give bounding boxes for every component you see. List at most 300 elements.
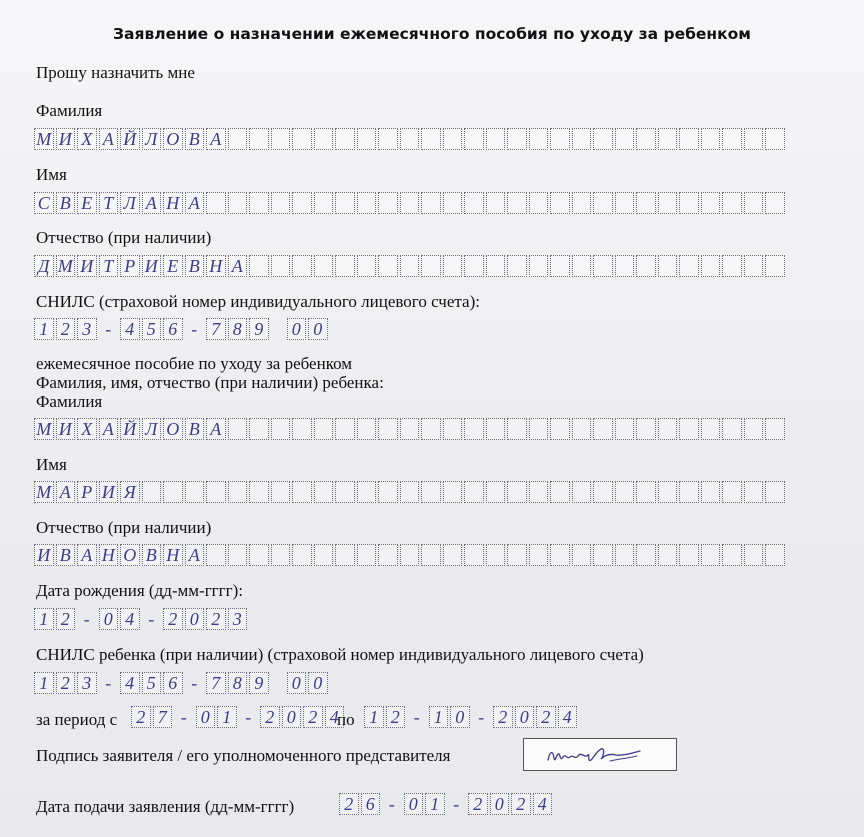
letter-box: [615, 192, 635, 214]
benefit-text: ежемесячное пособие по уходу за ребенком: [36, 354, 353, 373]
applicant-snils-field[interactable]: [34, 318, 330, 342]
letter-box: Й: [120, 128, 140, 150]
letter-box: [335, 481, 355, 503]
letter-box: [636, 255, 656, 277]
letter-box: 5: [142, 672, 162, 694]
child-last-name-field[interactable]: [34, 418, 787, 442]
letter-box: [464, 418, 484, 440]
letter-box: [615, 255, 635, 277]
letter-box: [744, 128, 764, 150]
letter-box: [378, 481, 398, 503]
letter-box: [529, 128, 549, 150]
letter-box: [249, 255, 269, 277]
letter-box: -: [478, 706, 485, 727]
letter-box: Д: [34, 255, 54, 277]
letter-box: [572, 255, 592, 277]
letter-box: 4: [120, 318, 140, 340]
letter-box: [765, 418, 785, 440]
letter-box: [507, 544, 527, 566]
letter-box: [679, 418, 699, 440]
letter-box: [314, 481, 334, 503]
letter-box: 7: [206, 318, 226, 340]
letter-box: [701, 481, 721, 503]
letter-box: -: [148, 608, 155, 629]
letter-box: [443, 481, 463, 503]
letter-box: [679, 192, 699, 214]
letter-box: Л: [142, 418, 162, 440]
child-snils-field[interactable]: [34, 672, 330, 696]
letter-box: [701, 418, 721, 440]
letter-box: 0: [404, 793, 424, 815]
submit-date-label: Дата подачи заявления (дд-мм-гггг): [36, 797, 295, 816]
letter-box: А: [228, 255, 248, 277]
letter-box: [314, 128, 334, 150]
letter-box: [443, 418, 463, 440]
letter-box: И: [56, 128, 76, 150]
letter-box: [206, 544, 226, 566]
letter-box: [636, 418, 656, 440]
letter-box: [701, 192, 721, 214]
letter-box: [550, 128, 570, 150]
letter-box: [357, 544, 377, 566]
letter-box: [722, 255, 742, 277]
letter-box: 8: [228, 318, 248, 340]
letter-box: 9: [249, 318, 269, 340]
letter-box: 1: [217, 706, 237, 728]
letter-box: [142, 481, 162, 503]
letter-box: -: [191, 318, 198, 339]
letter-box: [228, 544, 248, 566]
letter-box: -: [83, 608, 90, 629]
child-patronymic-field[interactable]: [34, 544, 787, 568]
letter-box: [658, 255, 678, 277]
letter-box: [744, 418, 764, 440]
letter-box: 3: [228, 608, 248, 630]
letter-box: [486, 481, 506, 503]
letter-box: 0: [308, 318, 328, 340]
child-first-name-label: Имя: [36, 455, 67, 474]
letter-box: [722, 544, 742, 566]
letter-box: 0: [99, 608, 119, 630]
letter-box: А: [99, 128, 119, 150]
letter-box: М: [56, 255, 76, 277]
letter-box: [357, 192, 377, 214]
letter-box: [314, 192, 334, 214]
letter-box: [378, 192, 398, 214]
letter-box: 1: [425, 793, 445, 815]
letter-box: О: [120, 544, 140, 566]
letter-box: А: [206, 418, 226, 440]
letter-box: [572, 192, 592, 214]
letter-box: [421, 544, 441, 566]
letter-box: [271, 128, 291, 150]
letter-box: Я: [120, 481, 140, 503]
letter-box: Н: [99, 544, 119, 566]
letter-box: [292, 128, 312, 150]
letter-box: [550, 544, 570, 566]
letter-box: Т: [99, 192, 119, 214]
letter-box: [593, 255, 613, 277]
letter-box: 2: [56, 672, 76, 694]
child-first-name-field[interactable]: [34, 481, 787, 505]
letter-box: 2: [131, 706, 151, 728]
applicant-patronymic-field[interactable]: [34, 255, 787, 279]
letter-box: [271, 192, 291, 214]
letter-box: [249, 418, 269, 440]
letter-box: [765, 128, 785, 150]
letter-box: М: [34, 128, 54, 150]
letter-box: 0: [282, 706, 302, 728]
letter-box: 2: [206, 608, 226, 630]
letter-box: 6: [163, 318, 183, 340]
letter-box: 1: [364, 706, 384, 728]
letter-box: [679, 255, 699, 277]
letter-box: А: [206, 128, 226, 150]
letter-box: [550, 418, 570, 440]
letter-box: [357, 418, 377, 440]
letter-box: 6: [163, 672, 183, 694]
letter-box: [421, 418, 441, 440]
letter-box: [335, 544, 355, 566]
applicant-snils-label: СНИЛС (страховой номер индивидуального лицевого счета):: [36, 292, 480, 311]
letter-box: А: [185, 544, 205, 566]
letter-box: 6: [361, 793, 381, 815]
letter-box: [271, 481, 291, 503]
letter-box: [314, 418, 334, 440]
letter-box: [335, 418, 355, 440]
letter-box: [292, 481, 312, 503]
letter-box: [722, 481, 742, 503]
letter-box: -: [180, 706, 187, 727]
letter-box: [529, 544, 549, 566]
letter-box: 2: [339, 793, 359, 815]
letter-box: [292, 418, 312, 440]
letter-box: [529, 418, 549, 440]
letter-box: 1: [34, 608, 54, 630]
letter-box: [228, 418, 248, 440]
letter-box: [593, 128, 613, 150]
letter-box: [744, 192, 764, 214]
letter-box: [701, 255, 721, 277]
letter-box: [464, 255, 484, 277]
letter-box: Р: [77, 481, 97, 503]
letter-box: 4: [325, 706, 345, 728]
letter-box: [658, 192, 678, 214]
letter-box: [572, 481, 592, 503]
letter-box: [292, 544, 312, 566]
letter-box: [636, 544, 656, 566]
letter-box: [421, 481, 441, 503]
letter-box: [744, 255, 764, 277]
period-from-label: за период с: [36, 710, 118, 729]
letter-box: [292, 192, 312, 214]
letter-box: [443, 128, 463, 150]
letter-box: 7: [153, 706, 173, 728]
letter-box: В: [185, 128, 205, 150]
letter-box: -: [245, 706, 252, 727]
letter-box: [335, 192, 355, 214]
letter-box: [701, 544, 721, 566]
letter-box: [378, 418, 398, 440]
letter-box: [335, 255, 355, 277]
letter-box: [249, 128, 269, 150]
letter-box: 0: [490, 793, 510, 815]
child-birth-date-label: Дата рождения (дд-мм-гггг):: [36, 581, 243, 600]
letter-box: [507, 255, 527, 277]
letter-box: И: [142, 255, 162, 277]
letter-box: С: [34, 192, 54, 214]
letter-box: Е: [163, 255, 183, 277]
child-birth-date-field[interactable]: [34, 608, 249, 632]
signature-box[interactable]: [523, 738, 677, 771]
letter-box: -: [191, 672, 198, 693]
letter-box: [378, 544, 398, 566]
letter-box: Т: [99, 255, 119, 277]
letter-box: 0: [515, 706, 535, 728]
letter-box: 2: [536, 706, 556, 728]
letter-box: [249, 481, 269, 503]
letter-box: [163, 481, 183, 503]
letter-box: 4: [120, 672, 140, 694]
letter-box: [593, 418, 613, 440]
signature-scribble: [524, 739, 676, 770]
letter-box: [357, 481, 377, 503]
letter-box: [744, 481, 764, 503]
child-snils-label: СНИЛС ребенка (при наличии) (страховой номер индивидуального лицевого счета): [36, 645, 644, 664]
letter-box: [765, 481, 785, 503]
letter-box: [636, 192, 656, 214]
letter-box: [572, 418, 592, 440]
letter-box: 2: [386, 706, 406, 728]
letter-box: Л: [142, 128, 162, 150]
letter-box: [529, 192, 549, 214]
letter-box: [443, 544, 463, 566]
signature-label: Подпись заявителя / его уполномоченного представителя: [36, 746, 451, 765]
letter-box: [228, 128, 248, 150]
letter-box: А: [142, 192, 162, 214]
letter-box: [271, 418, 291, 440]
letter-box: Н: [163, 544, 183, 566]
letter-box: [486, 418, 506, 440]
letter-box: [679, 481, 699, 503]
letter-box: [271, 255, 291, 277]
letter-box: [400, 418, 420, 440]
letter-box: 4: [558, 706, 578, 728]
letter-box: 8: [228, 672, 248, 694]
applicant-last-name-field[interactable]: [34, 128, 787, 152]
letter-box: [679, 544, 699, 566]
letter-box: [550, 192, 570, 214]
letter-box: [765, 192, 785, 214]
letter-box: Н: [206, 255, 226, 277]
letter-box: [378, 128, 398, 150]
letter-box: 0: [287, 672, 307, 694]
letter-box: [722, 128, 742, 150]
letter-box: [529, 255, 549, 277]
letter-box: [486, 192, 506, 214]
letter-box: -: [453, 793, 460, 814]
letter-box: [550, 255, 570, 277]
letter-box: -: [388, 793, 395, 814]
letter-box: [249, 192, 269, 214]
letter-box: [228, 192, 248, 214]
period-to-field[interactable]: [364, 706, 579, 730]
period-from-field[interactable]: [131, 706, 346, 730]
letter-box: О: [163, 128, 183, 150]
letter-box: [357, 128, 377, 150]
period-to-label: по: [337, 710, 355, 729]
letter-box: [335, 128, 355, 150]
letter-box: [550, 481, 570, 503]
letter-box: [421, 255, 441, 277]
letter-box: [572, 128, 592, 150]
letter-box: Л: [120, 192, 140, 214]
letter-box: И: [56, 418, 76, 440]
letter-box: [486, 544, 506, 566]
letter-box: А: [185, 192, 205, 214]
letter-box: [615, 128, 635, 150]
letter-box: [421, 192, 441, 214]
letter-box: 0: [196, 706, 216, 728]
letter-box: Н: [163, 192, 183, 214]
letter-box: [658, 544, 678, 566]
letter-box: 2: [260, 706, 280, 728]
letter-box: 3: [77, 672, 97, 694]
letter-box: -: [105, 318, 112, 339]
letter-box: [400, 255, 420, 277]
letter-box: [658, 128, 678, 150]
letter-box: [400, 192, 420, 214]
letter-box: [615, 544, 635, 566]
letter-box: [615, 418, 635, 440]
letter-box: Й: [120, 418, 140, 440]
letter-box: А: [99, 418, 119, 440]
letter-box: В: [185, 255, 205, 277]
letter-box: [292, 255, 312, 277]
letter-box: 2: [511, 793, 531, 815]
letter-box: Е: [77, 192, 97, 214]
letter-box: 2: [163, 608, 183, 630]
letter-box: 3: [77, 318, 97, 340]
letter-box: А: [77, 544, 97, 566]
letter-box: 2: [56, 318, 76, 340]
applicant-first-name-field[interactable]: [34, 192, 787, 216]
letter-box: [271, 672, 285, 694]
letter-box: [228, 481, 248, 503]
letter-box: [421, 128, 441, 150]
letter-box: [636, 481, 656, 503]
letter-box: 1: [34, 318, 54, 340]
letter-box: 1: [429, 706, 449, 728]
letter-box: [593, 481, 613, 503]
child-last-name-label: Фамилия: [36, 392, 103, 411]
letter-box: Х: [77, 418, 97, 440]
letter-box: 2: [56, 608, 76, 630]
letter-box: 0: [185, 608, 205, 630]
letter-box: 0: [287, 318, 307, 340]
letter-box: [314, 255, 334, 277]
letter-box: Х: [77, 128, 97, 150]
letter-box: [400, 128, 420, 150]
letter-box: М: [34, 418, 54, 440]
letter-box: [486, 128, 506, 150]
letter-box: [507, 192, 527, 214]
letter-box: [615, 481, 635, 503]
letter-box: [722, 192, 742, 214]
letter-box: [314, 544, 334, 566]
letter-box: 2: [303, 706, 323, 728]
letter-box: 1: [34, 672, 54, 694]
applicant-last-name-label: Фамилия: [36, 101, 103, 120]
letter-box: [185, 481, 205, 503]
letter-box: [271, 318, 285, 340]
letter-box: [701, 128, 721, 150]
letter-box: Р: [120, 255, 140, 277]
submit-date-field[interactable]: [339, 793, 554, 817]
letter-box: [765, 544, 785, 566]
letter-box: [679, 128, 699, 150]
form-title: Заявление о назначении ежемесячного пособия по уходу за ребенком: [113, 25, 751, 43]
letter-box: 0: [450, 706, 470, 728]
letter-box: [658, 481, 678, 503]
letter-box: [400, 481, 420, 503]
letter-box: М: [34, 481, 54, 503]
letter-box: [378, 255, 398, 277]
letter-box: И: [77, 255, 97, 277]
letter-box: [636, 128, 656, 150]
letter-box: 0: [308, 672, 328, 694]
letter-box: -: [105, 672, 112, 693]
letter-box: [206, 192, 226, 214]
letter-box: [206, 481, 226, 503]
letter-box: В: [185, 418, 205, 440]
letter-box: [464, 544, 484, 566]
letter-box: А: [56, 481, 76, 503]
letter-box: [765, 255, 785, 277]
letter-box: [593, 544, 613, 566]
letter-box: В: [142, 544, 162, 566]
letter-box: [744, 544, 764, 566]
letter-box: 7: [206, 672, 226, 694]
letter-box: 2: [468, 793, 488, 815]
letter-box: [464, 481, 484, 503]
letter-box: [507, 481, 527, 503]
letter-box: [529, 481, 549, 503]
letter-box: [249, 544, 269, 566]
letter-box: [658, 418, 678, 440]
letter-box: [722, 418, 742, 440]
child-name-heading: Фамилия, имя, отчество (при наличии) ребенка:: [36, 373, 384, 392]
letter-box: О: [163, 418, 183, 440]
letter-box: 4: [120, 608, 140, 630]
letter-box: И: [99, 481, 119, 503]
letter-box: [443, 192, 463, 214]
letter-box: В: [56, 544, 76, 566]
letter-box: И: [34, 544, 54, 566]
letter-box: 5: [142, 318, 162, 340]
letter-box: [572, 544, 592, 566]
letter-box: [271, 544, 291, 566]
letter-box: [507, 418, 527, 440]
letter-box: [400, 544, 420, 566]
letter-box: В: [56, 192, 76, 214]
letter-box: 9: [249, 672, 269, 694]
letter-box: [443, 255, 463, 277]
letter-box: -: [413, 706, 420, 727]
applicant-first-name-label: Имя: [36, 165, 67, 184]
letter-box: [357, 255, 377, 277]
letter-box: [464, 192, 484, 214]
